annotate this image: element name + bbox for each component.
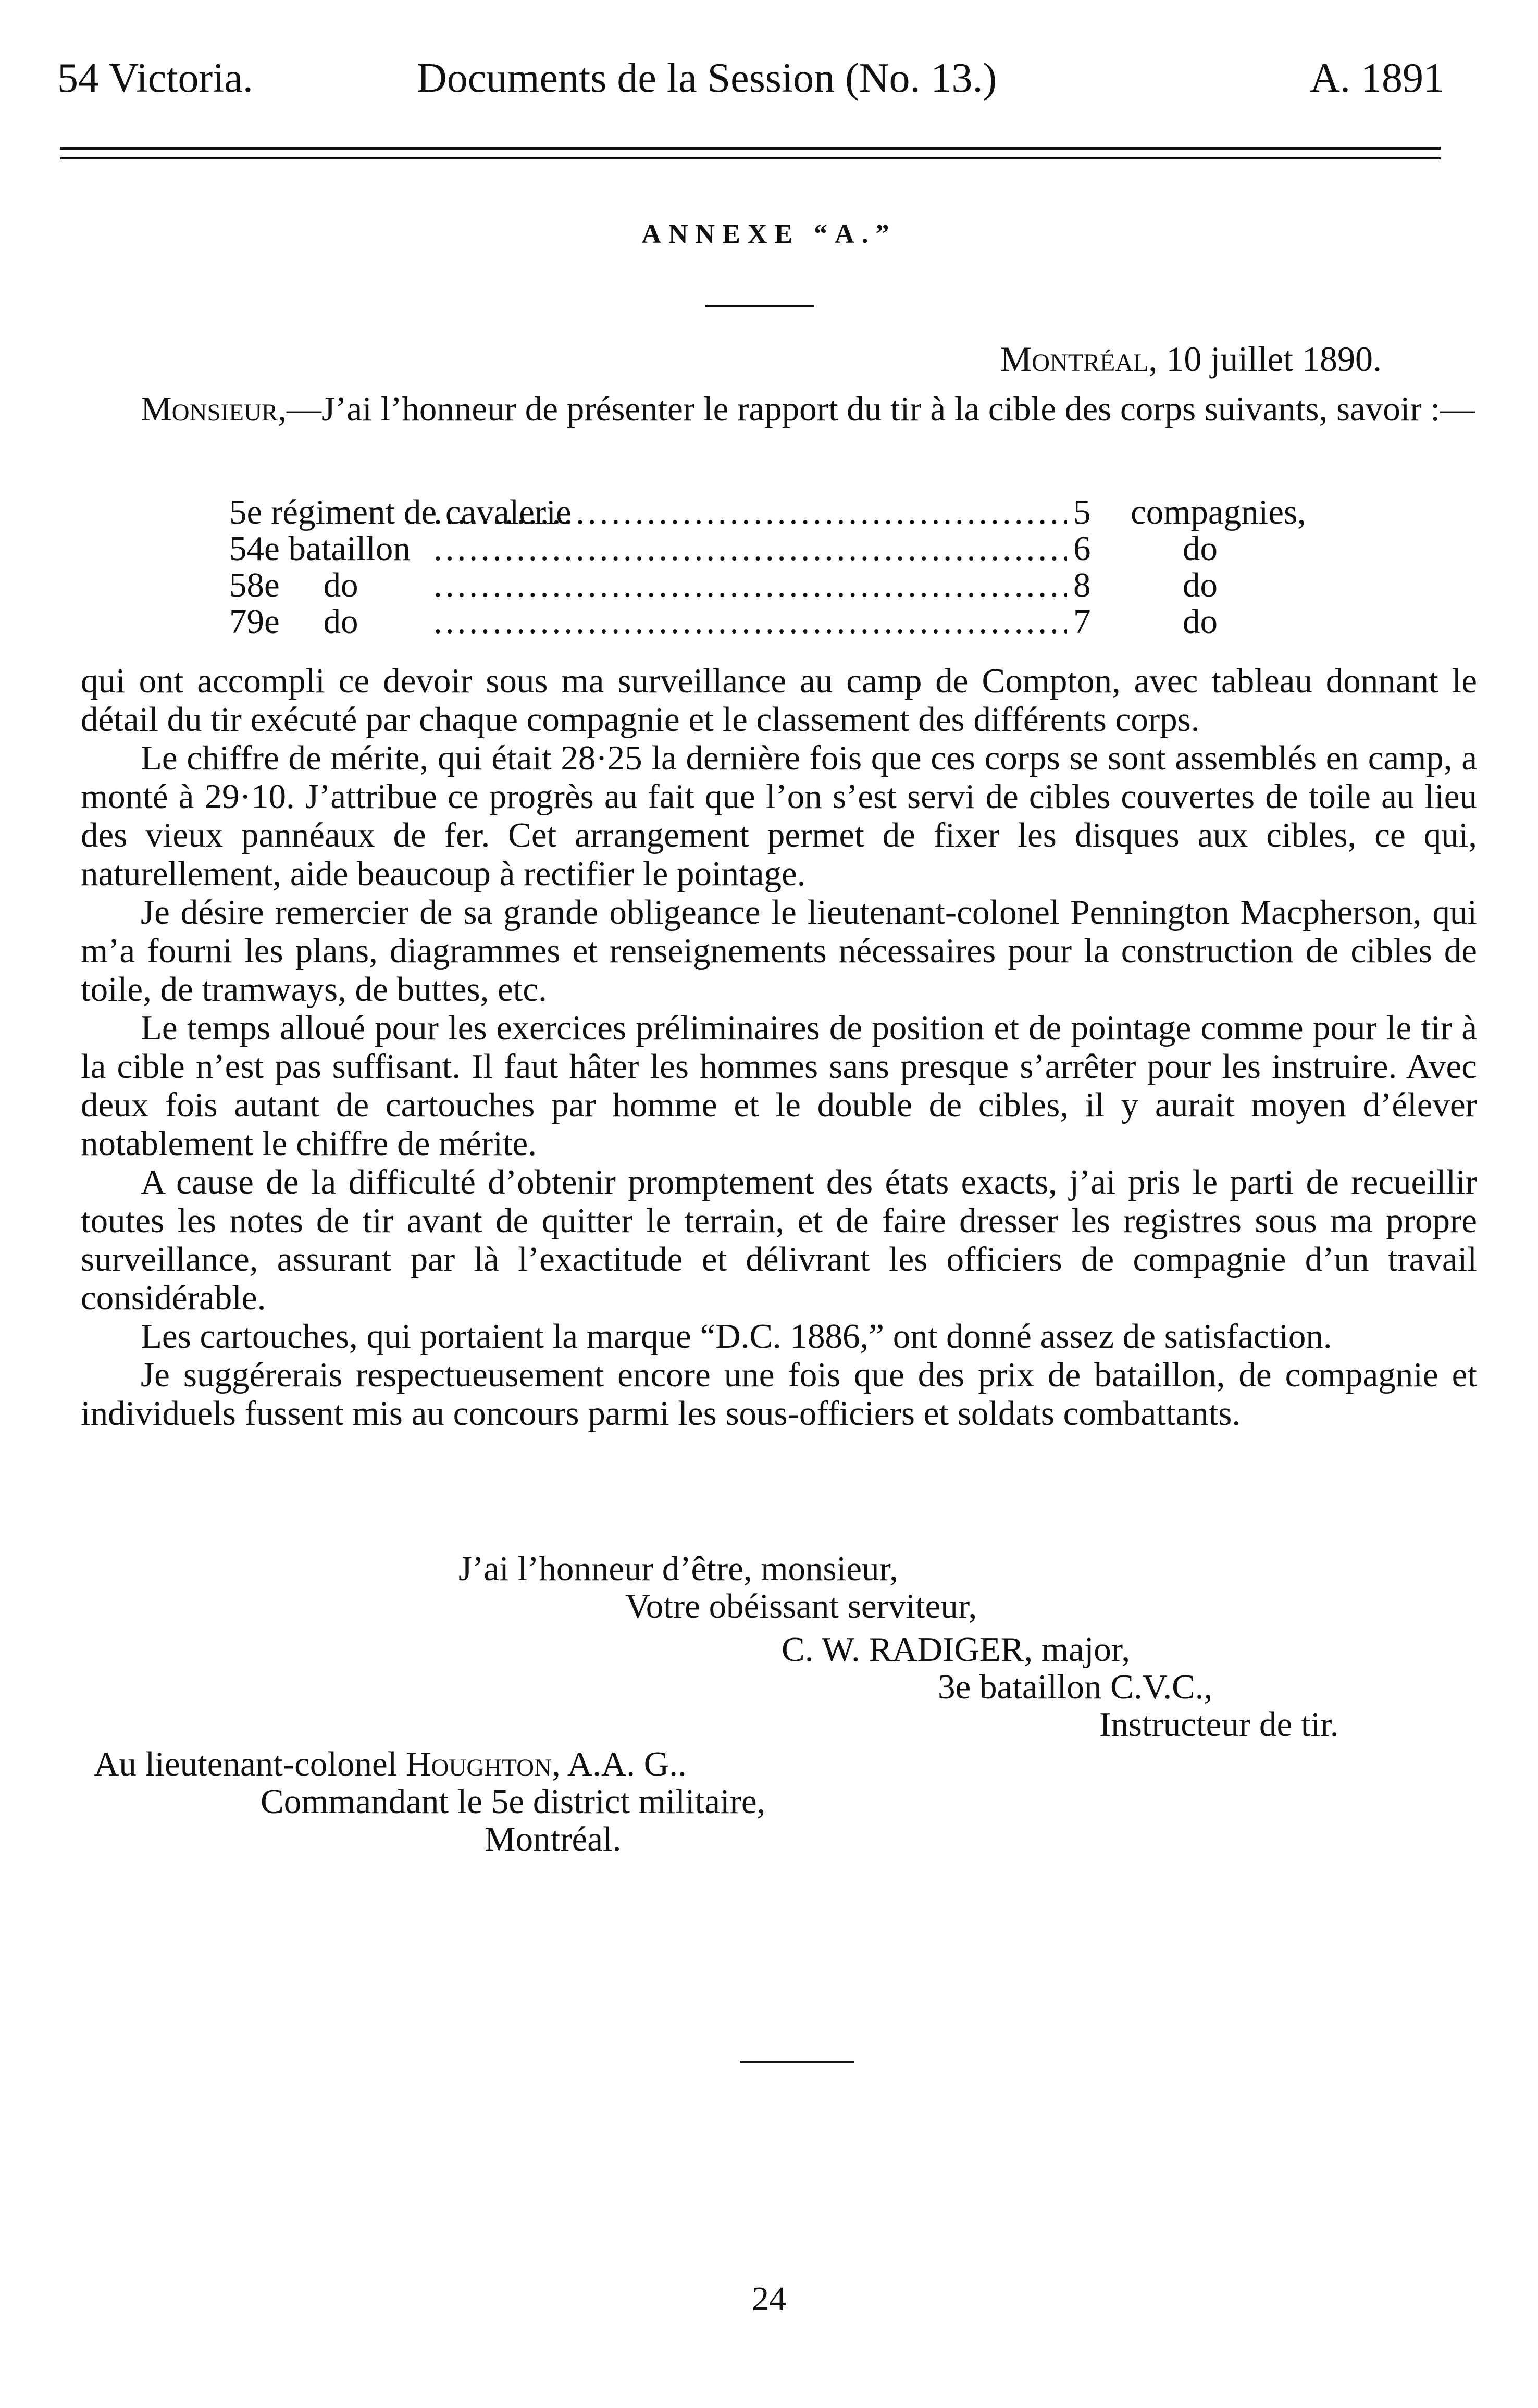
leader-dots	[433, 530, 1067, 567]
leader-dots	[433, 567, 1067, 603]
unit-row	[229, 530, 1349, 567]
annex-title: ANNEXE “A.”	[641, 219, 897, 249]
unit-type: compagnies,	[1131, 493, 1306, 531]
paragraph: A cause de la difficulté d’obtenir promptement des états exacts, j’ai pris le parti de recueillir toutes les notes de tir avant de quitter le terrain, et de faire dresser les registres sous ma propre surveillance, assurant par là l’exactitude et délivrant les officiers de compagnie d’un travail considérable.	[81, 1163, 1477, 1317]
title-separator	[705, 305, 814, 307]
closing-line-1: J’ai l’honneur d’être, monsieur,	[458, 1549, 898, 1588]
dateline	[1000, 339, 1382, 380]
paragraph: Les cartouches, qui portaient la marque “D.C. 1886,” ont donné assez de satisfaction.	[141, 1317, 1332, 1356]
header-left: 54 Victoria.	[57, 55, 253, 101]
addressee-line-2: Commandant le 5e district militaire,	[261, 1782, 766, 1821]
signature-role: Instructeur de tir.	[1099, 1705, 1339, 1744]
header-rule-top	[60, 147, 1441, 150]
paragraph: Le chiffre de mérite, qui était 28·25 la dernière fois que ces corps se sont assemblés en camp, a monté à 29·10. J’attribue ce progrès au fait que l’on s’est servi de cibles couvertes de toile au lieu des vieux pannéaux de fer. Cet arrangement permet de fixer les disques aux cibles, ce qui, naturellement, aide beaucoup à rectifier le pointage.	[81, 739, 1477, 893]
header-center: Documents de la Session (No. 13.)	[417, 55, 997, 101]
unit-type: do	[1183, 566, 1218, 604]
unit-type: do	[1183, 602, 1218, 641]
page-number: 24	[752, 2280, 786, 2318]
closing-separator	[740, 2061, 854, 2063]
unit-count: 5	[1073, 493, 1091, 531]
intro-text: —J’ai l’honneur de présenter le rapport du tir à la cible des corps suivants, savoir :—	[287, 390, 1475, 428]
header-rule-bottom	[60, 157, 1441, 159]
unit-row	[229, 494, 1349, 530]
dateline-city: Montréal	[1000, 339, 1149, 379]
unit-name: 79e do	[229, 602, 358, 641]
leader-dots	[433, 494, 1067, 530]
salutation: Monsieur,	[141, 390, 287, 428]
unit-type: do	[1183, 529, 1218, 568]
letter-body	[81, 662, 1477, 1433]
dateline-date: , 10 juillet 1890.	[1148, 339, 1382, 379]
unit-count: 6	[1073, 529, 1091, 568]
paragraph: Je suggérerais respectueusement encore une fois que des prix de bataillon, de compagnie et individuels fussent mis au concours parmi les sous-officiers et soldats combattants.	[81, 1356, 1477, 1433]
unit-row	[229, 603, 1349, 640]
unit-row	[229, 567, 1349, 603]
signature-unit: 3e bataillon C.V.C.,	[938, 1668, 1213, 1706]
leader-dots	[433, 603, 1067, 640]
header-right: A. 1891	[1310, 55, 1444, 101]
addressee-suffix: , A.A. G..	[551, 1745, 687, 1783]
addressee-line-3: Montréal.	[485, 1820, 622, 1858]
intro-paragraph	[81, 390, 1477, 428]
unit-name: 58e do	[229, 566, 358, 604]
paragraph: Je désire remercier de sa grande obligeance le lieutenant-colonel Pennington Macpherson, qui m’a fourni les plans, diagrammes et renseignements nécessaires pour la construction de cibles de toile, de tramways, de buttes, etc.	[81, 893, 1477, 1009]
unit-name: 54e bataillon	[229, 529, 411, 568]
addressee-name: Houghton	[406, 1745, 552, 1783]
paragraph: qui ont accompli ce devoir sous ma surveillance au camp de Compton, avec tableau donnant le détail du tir exécuté par chaque compagnie et le classement des différents corps.	[81, 662, 1477, 739]
addressee-line-1	[94, 1745, 687, 1783]
addressee-prefix: Au lieutenant-colonel	[94, 1745, 406, 1783]
unit-count: 7	[1073, 602, 1091, 641]
unit-count: 8	[1073, 566, 1091, 604]
paragraph: Le temps alloué pour les exercices préliminaires de position et de pointage comme pour le tir à la cible n’est pas suffisant. Il faut hâter les hommes sans presque s’arrêter pour les instruire. Avec deux fois autant de cartouches par homme et le double de cibles, il y aurait moyen d’élever notablement le chiffre de mérite.	[81, 1009, 1477, 1163]
units-list	[229, 494, 1349, 640]
unit-name: 5e régiment de cavalerie	[229, 493, 572, 531]
closing-line-2: Votre obéissant serviteur,	[625, 1587, 977, 1625]
signature-name: C. W. RADIGER, major,	[782, 1630, 1131, 1669]
